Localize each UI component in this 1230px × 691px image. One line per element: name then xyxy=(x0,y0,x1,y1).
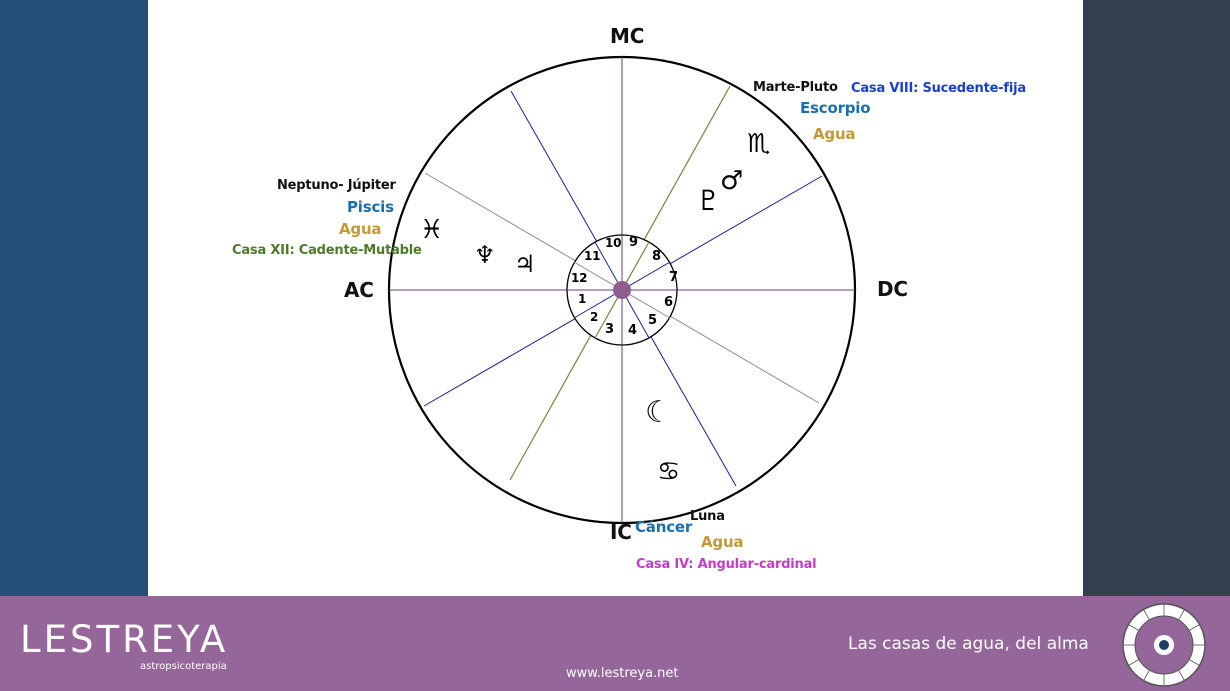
house4-element: Agua xyxy=(701,533,744,551)
house-number-10: 10 xyxy=(605,236,622,250)
right-side-panel xyxy=(1083,0,1230,596)
house12-description: Casa XII: Cadente-Mutable xyxy=(232,243,422,258)
house-number-1: 1 xyxy=(578,292,587,306)
ic-label: IC xyxy=(610,520,632,544)
moon-icon: ☾ xyxy=(645,395,672,430)
left-side-panel xyxy=(0,0,148,596)
house-number-12: 12 xyxy=(571,271,588,285)
dc-label: DC xyxy=(877,277,908,301)
house8-planets: Marte-Pluto xyxy=(753,80,838,95)
website-link[interactable]: www.lestreya.net xyxy=(566,666,679,681)
house4-description: Casa IV: Angular-cardinal xyxy=(636,557,817,572)
scorpio-icon: ♏ xyxy=(747,129,771,159)
house-number-9: 9 xyxy=(629,235,638,250)
zodiac-wheel-icon xyxy=(1121,602,1207,688)
house-number-2: 2 xyxy=(590,310,599,324)
house-number-5: 5 xyxy=(648,313,657,328)
cancer-icon: ♋ xyxy=(657,457,681,487)
house4-planets: Luna xyxy=(690,509,725,524)
house-number-6: 6 xyxy=(664,295,673,310)
slide-canvas xyxy=(148,0,1083,596)
pluto-icon: ♇ xyxy=(696,184,721,217)
house-number-7: 7 xyxy=(669,270,678,285)
ac-label: AC xyxy=(344,278,374,302)
pisces-icon: ♓ xyxy=(420,215,444,245)
mc-label: MC xyxy=(610,24,645,48)
center-dot xyxy=(613,281,631,299)
house12-planets: Neptuno- Júpiter xyxy=(277,178,396,193)
jupiter-icon: ♃ xyxy=(514,250,536,278)
house-number-11: 11 xyxy=(584,249,601,263)
house-number-8: 8 xyxy=(652,249,661,264)
house12-element: Agua xyxy=(339,220,382,238)
slide-title: Las casas de agua, del alma xyxy=(848,634,1089,654)
neptune-icon: ♆ xyxy=(474,241,496,269)
house-number-3: 3 xyxy=(605,322,614,337)
house12-sign: Piscis xyxy=(347,198,394,216)
house4-sign: Cáncer xyxy=(635,518,693,536)
house8-sign: Escorpio xyxy=(800,99,871,117)
house-number-4: 4 xyxy=(628,323,637,338)
mars-icon: ♂ xyxy=(720,166,744,196)
brand-tagline: astropsicoterapia xyxy=(140,661,227,672)
footer-bar xyxy=(0,596,1230,691)
brand-logo: LESTREYA xyxy=(20,618,229,661)
house8-element: Agua xyxy=(813,125,856,143)
house8-description: Casa VIII: Sucedente-fija xyxy=(851,81,1026,96)
